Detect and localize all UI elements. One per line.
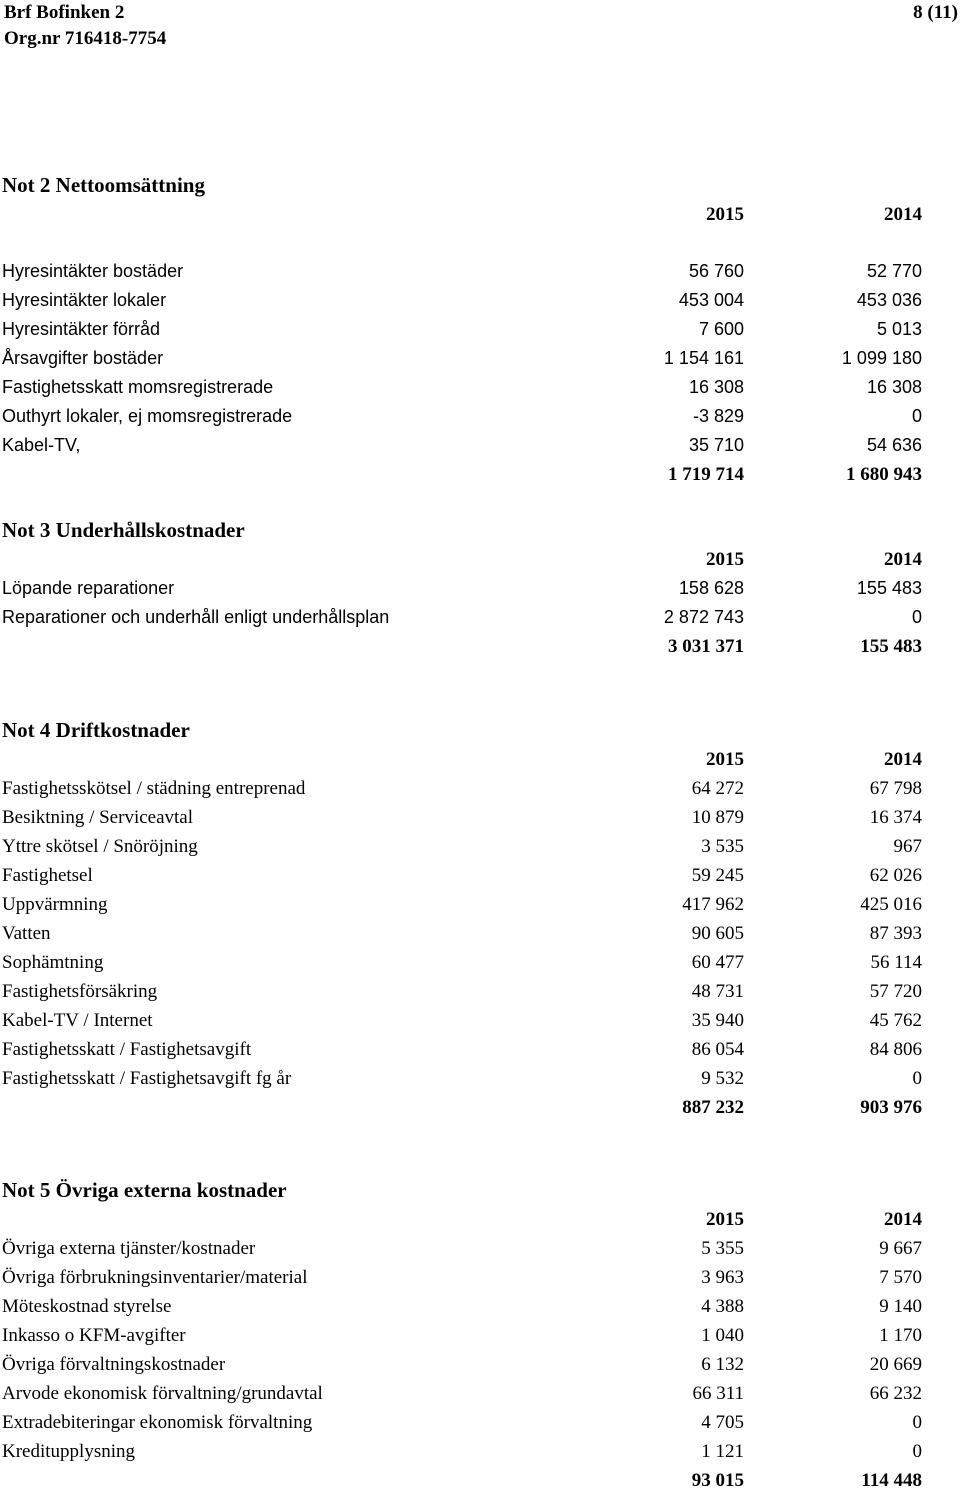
value-2014: 56 114 [870, 952, 922, 973]
year-2014-header: 2014 [884, 1209, 922, 1230]
row-label: Övriga förbrukningsinventarier/material [2, 1267, 308, 1288]
table-row [0, 803, 960, 832]
value-2015: 90 605 [691, 923, 744, 944]
table-row [0, 373, 960, 402]
table-row [0, 344, 960, 373]
row-label: Kabel-TV / Internet [2, 1010, 153, 1031]
row-label: Besiktning / Serviceavtal [2, 807, 194, 828]
value-2015: 4 705 [701, 1412, 744, 1433]
table-row [0, 1234, 960, 1263]
table-row [0, 1035, 960, 1064]
value-2014: 9 140 [879, 1296, 922, 1317]
year-2015-header: 2015 [706, 204, 744, 225]
row-label: Yttre skötsel / Snöröjning [2, 836, 198, 857]
page-header [4, 0, 958, 52]
year-2014-header: 2014 [884, 749, 922, 770]
row-label: Reparationer och underhåll enligt underhållsplan [2, 607, 390, 627]
row-label: Löpande reparationer [2, 578, 175, 598]
value-2015: 3 535 [701, 836, 744, 857]
value-2015: 59 245 [691, 865, 744, 886]
total-row [0, 632, 960, 661]
row-label: Övriga externa tjänster/kostnader [2, 1238, 256, 1259]
table-row [0, 1292, 960, 1321]
value-2014: 54 636 [866, 435, 922, 455]
year-2014-header: 2014 [884, 204, 922, 225]
row-label: Kreditupplysning [2, 1441, 135, 1462]
row-label: Sophämtning [2, 952, 104, 973]
row-label: Möteskostnad styrelse [2, 1296, 172, 1317]
value-2014: 45 762 [869, 1010, 922, 1031]
value-2014: 453 036 [856, 290, 922, 310]
year-header-row [0, 545, 960, 574]
year-2015-header: 2015 [706, 1209, 744, 1230]
total-2015: 93 015 [691, 1470, 744, 1491]
table-row [0, 402, 960, 431]
value-2014: 67 798 [869, 778, 922, 799]
value-2015: 7 600 [698, 319, 744, 339]
value-2015: 2 872 743 [663, 607, 744, 627]
value-2014: 0 [911, 406, 922, 426]
row-label: Kabel-TV, [2, 435, 81, 455]
row-label: Fastighetsel [2, 865, 93, 886]
value-2014: 16 374 [869, 807, 922, 828]
value-2015: 16 308 [688, 377, 744, 397]
table-row [0, 1350, 960, 1379]
table-row [0, 1321, 960, 1350]
value-2015: 4 388 [701, 1296, 744, 1317]
row-label: Vatten [2, 923, 51, 944]
value-2014: 0 [912, 1068, 922, 1089]
year-header-row [0, 200, 960, 229]
row-label: Fastighetsskatt momsregistrerade [2, 377, 274, 397]
table-row [0, 919, 960, 948]
total-row [0, 1466, 960, 1495]
org-number: Org.nr 716418-7754 [4, 28, 167, 49]
company-name: Brf Bofinken 2 [4, 2, 125, 23]
total-2015: 1 719 714 [668, 464, 744, 485]
table-row [0, 861, 960, 890]
table-row [0, 948, 960, 977]
page-number: 8 (11) [913, 2, 958, 23]
value-2014: 5 013 [876, 319, 922, 339]
note-4-section [0, 715, 960, 1122]
row-label: Arvode ekonomisk förvaltning/grundavtal [2, 1383, 323, 1404]
value-2015: 5 355 [701, 1238, 744, 1259]
value-2015: 56 760 [688, 261, 744, 281]
value-2014: 84 806 [869, 1039, 922, 1060]
value-2015: 48 731 [691, 981, 744, 1002]
value-2014: 57 720 [869, 981, 922, 1002]
table-row [0, 832, 960, 861]
value-2014: 16 308 [866, 377, 922, 397]
value-2015: 35 940 [691, 1010, 744, 1031]
year-2015-header: 2015 [706, 549, 744, 570]
value-2014: 52 770 [866, 261, 922, 281]
value-2014: 66 232 [869, 1383, 922, 1404]
value-2014: 0 [911, 607, 922, 627]
table-row [0, 603, 960, 632]
value-2014: 0 [912, 1412, 922, 1433]
value-2014: 0 [912, 1441, 922, 1462]
table-row [0, 1437, 960, 1466]
value-2015: 9 532 [701, 1068, 744, 1089]
total-2015: 887 232 [682, 1097, 744, 1118]
row-label: Fastighetsskatt / Fastighetsavgift [2, 1039, 252, 1060]
value-2015: 60 477 [691, 952, 744, 973]
value-2014: 425 016 [860, 894, 922, 915]
note-title: Not 5 Övriga externa kostnader [2, 1178, 287, 1202]
value-2015: 1 040 [701, 1325, 744, 1346]
table-row [0, 977, 960, 1006]
table-row [0, 774, 960, 803]
table-row [0, 315, 960, 344]
value-2015: 1 121 [701, 1441, 744, 1462]
year-2015-header: 2015 [706, 749, 744, 770]
row-label: Övriga förvaltningskostnader [2, 1354, 226, 1375]
table-row [0, 1263, 960, 1292]
year-header-row [0, 1205, 960, 1234]
note-title: Not 3 Underhållskostnader [2, 518, 245, 542]
total-2015: 3 031 371 [668, 636, 744, 657]
value-2015: 86 054 [691, 1039, 744, 1060]
table-row [0, 1064, 960, 1093]
row-label: Outhyrt lokaler, ej momsregistrerade [2, 406, 293, 426]
total-row [0, 460, 960, 489]
value-2014: 967 [893, 836, 922, 857]
value-2014: 62 026 [869, 865, 922, 886]
note-title: Not 2 Nettoomsättning [2, 173, 205, 197]
row-label: Hyresintäkter förråd [2, 319, 161, 339]
total-2014: 155 483 [860, 636, 922, 657]
value-2014: 1 099 180 [841, 348, 922, 368]
value-2015: 1 154 161 [663, 348, 744, 368]
value-2015: 6 132 [701, 1354, 744, 1375]
row-label: Årsavgifter bostäder [2, 348, 164, 368]
table-row [0, 1408, 960, 1437]
value-2015: 35 710 [688, 435, 744, 455]
table-row [0, 286, 960, 315]
value-2014: 87 393 [869, 923, 922, 944]
value-2014: 20 669 [869, 1354, 922, 1375]
table-row [0, 890, 960, 919]
table-row [0, 431, 960, 460]
total-2014: 903 976 [860, 1097, 922, 1118]
table-row [0, 257, 960, 286]
note-5-section [0, 1175, 960, 1495]
row-label: Fastighetsskatt / Fastighetsavgift fg år [2, 1068, 292, 1089]
value-2015: 417 962 [682, 894, 744, 915]
value-2014: 9 667 [879, 1238, 922, 1259]
row-label: Inkasso o KFM-avgifter [2, 1325, 186, 1346]
row-label: Fastighetsskötsel / städning entreprenad [2, 778, 306, 799]
note-2-section [0, 170, 960, 489]
note-3-section [0, 515, 960, 661]
value-2015: 3 963 [701, 1267, 744, 1288]
total-row [0, 1093, 960, 1122]
row-label: Extradebiteringar ekonomisk förvaltning [2, 1412, 313, 1433]
table-row [0, 1006, 960, 1035]
year-2014-header: 2014 [884, 549, 922, 570]
value-2014: 1 170 [879, 1325, 922, 1346]
row-label: Fastighetsförsäkring [2, 981, 158, 1002]
row-label: Hyresintäkter bostäder [2, 261, 184, 281]
value-2014: 7 570 [879, 1267, 922, 1288]
value-2015: 10 879 [691, 807, 744, 828]
total-2014: 114 448 [861, 1470, 922, 1491]
table-row [0, 574, 960, 603]
value-2015: -3 829 [692, 406, 744, 426]
value-2015: 64 272 [691, 778, 744, 799]
table-row [0, 1379, 960, 1408]
value-2014: 155 483 [856, 578, 922, 598]
total-2014: 1 680 943 [846, 464, 922, 485]
value-2015: 158 628 [678, 578, 744, 598]
value-2015: 66 311 [692, 1383, 744, 1404]
row-label: Uppvärmning [2, 894, 108, 915]
row-label: Hyresintäkter lokaler [2, 290, 167, 310]
value-2015: 453 004 [678, 290, 744, 310]
note-title: Not 4 Driftkostnader [2, 718, 190, 742]
year-header-row [0, 745, 960, 774]
